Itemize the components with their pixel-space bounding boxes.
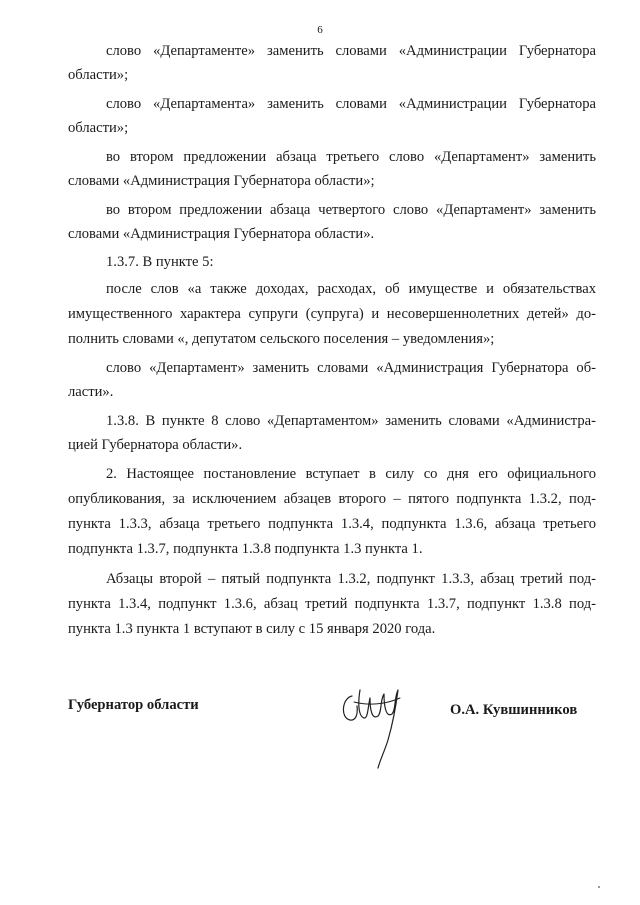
text-line: полнить словами «, депутатом сельского поселения – уведомления»;: [68, 331, 495, 347]
text-line: ласти».: [68, 384, 114, 400]
text-line: слово «Департаменте» заменить словами «Администрации Губернатора: [106, 43, 596, 59]
text-line: области»;: [68, 120, 129, 136]
text-line: после слов «а также доходах, расходах, об имуществе и обязательствах: [106, 281, 596, 297]
text-line: слово «Департамент» заменить словами «Администрация Губернатора об-: [106, 360, 596, 376]
text-line: 2. Настоящее постановление вступает в силу со дня его официального: [106, 466, 596, 482]
text-line: Абзацы второй – пятый подпункта 1.3.2, подпункт 1.3.3, абзац третий под-: [106, 571, 596, 587]
page-number: 6: [317, 24, 323, 36]
text-line: области»;: [68, 67, 129, 83]
text-line: 1.3.7. В пункте 5:: [106, 254, 214, 270]
signatory-name: О.А. Кувшинников: [450, 702, 578, 718]
text-line: пункта 1.3.4, подпункт 1.3.6, абзац третий подпункта 1.3.7, подпункт 1.3.8 под-: [68, 596, 596, 612]
scan-speck: [598, 886, 600, 888]
text-line: подпункта 1.3.7, подпункта 1.3.8 подпункта 1.3 пункта 1.: [68, 541, 423, 557]
text-line: словами «Администрация Губернатора области»;: [68, 173, 375, 189]
text-line: имущественного характера супруги (супруга) и несовершеннолетних детей» до-: [68, 306, 596, 322]
text-line: словами «Администрация Губернатора области».: [68, 226, 375, 242]
text-line: пункта 1.3.3, абзаца третьего подпункта 1.3.4, подпункта 1.3.6, абзаца третьего: [68, 516, 596, 532]
text-line: 1.3.8. В пункте 8 слово «Департаментом» заменить словами «Администра-: [106, 413, 596, 429]
text-line: во втором предложении абзаца третьего слово «Департамент» заменить: [106, 149, 596, 165]
text-line: цией Губернатора области».: [68, 437, 243, 453]
signatory-title: Губернатор области: [68, 697, 199, 713]
text-line: опубликования, за исключением абзацев второго – пятого подпункта 1.3.2, под-: [68, 491, 596, 507]
text-line: во втором предложении абзаца четвертого слово «Департамент» заменить: [106, 202, 596, 218]
text-line: слово «Департамента» заменить словами «Администрации Губернатора: [106, 96, 596, 112]
text-line: пункта 1.3 пункта 1 вступают в силу с 15 января 2020 года.: [68, 621, 436, 637]
handwritten-signature: [340, 676, 410, 771]
